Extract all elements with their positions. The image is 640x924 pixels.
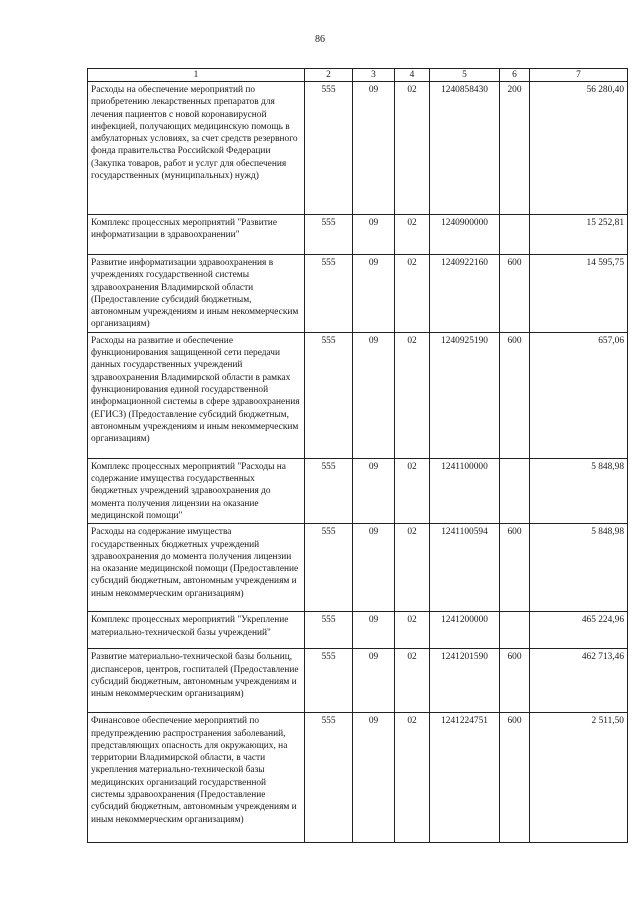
row-vr: 600 <box>500 332 530 458</box>
row-csr: 1241100000 <box>430 458 500 523</box>
row-ved: 555 <box>305 649 353 713</box>
column-header: 1 <box>88 69 305 82</box>
row-pr: 02 <box>395 458 430 523</box>
row-rz: 09 <box>353 612 395 649</box>
page-number: 86 <box>315 34 325 45</box>
row-csr: 1240925190 <box>430 332 500 458</box>
row-ved: 555 <box>305 332 353 458</box>
row-sum: 56 280,40 <box>530 82 628 215</box>
row-pr: 02 <box>395 649 430 713</box>
row-vr: 600 <box>500 713 530 843</box>
row-ved: 555 <box>305 612 353 649</box>
row-sum: 14 595,75 <box>530 255 628 333</box>
row-rz: 09 <box>353 332 395 458</box>
row-csr: 1240922160 <box>430 255 500 333</box>
row-pr: 02 <box>395 713 430 843</box>
row-csr: 1240858430 <box>430 82 500 215</box>
row-name: Комплекс процессных мероприятий "Укрепление материально-технической базы учреждений" <box>88 612 305 649</box>
row-pr: 02 <box>395 612 430 649</box>
row-vr <box>500 215 530 255</box>
row-csr: 1241100594 <box>430 524 500 612</box>
row-sum: 2 511,50 <box>530 713 628 843</box>
row-name: Комплекс процессных мероприятий "Расходы на содержание имущества государственных бюджетных учреждений здравоохранения до момента получения лицензии на оказание медицинской помощи" <box>88 458 305 523</box>
table-row <box>88 215 628 255</box>
row-rz: 09 <box>353 82 395 215</box>
row-pr: 02 <box>395 255 430 333</box>
row-sum: 465 224,96 <box>530 612 628 649</box>
row-name: Расходы на обеспечение мероприятий по приобретению лекарственных препаратов для лечения пациентов с новой коронавирусной инфекцией, получающих медицинскую помощь в амбулаторных условиях, за счет средств резервного фонда правительства Российской Федерации (Закупка товаров, работ и услуг для обеспечения государственных (муниципальных) нужд) <box>88 82 305 215</box>
budget-table <box>87 68 628 843</box>
row-sum: 657,06 <box>530 332 628 458</box>
row-rz: 09 <box>353 649 395 713</box>
row-name: Развитие информатизации здравоохранения в учреждениях государственной системы здравоохранения Владимирской области (Предоставление субсидий бюджетным, автономным учреждениям и иным некоммерческим организациям) <box>88 255 305 333</box>
row-vr: 600 <box>500 649 530 713</box>
table-row <box>88 458 628 523</box>
row-csr: 1241200000 <box>430 612 500 649</box>
row-pr: 02 <box>395 524 430 612</box>
row-vr: 600 <box>500 255 530 333</box>
table-row <box>88 649 628 713</box>
row-rz: 09 <box>353 458 395 523</box>
column-header: 3 <box>353 69 395 82</box>
row-rz: 09 <box>353 255 395 333</box>
row-vr: 200 <box>500 82 530 215</box>
row-csr: 1241224751 <box>430 713 500 843</box>
column-header: 2 <box>305 69 353 82</box>
row-sum: 5 848,98 <box>530 524 628 612</box>
row-vr <box>500 458 530 523</box>
column-header: 6 <box>500 69 530 82</box>
row-csr: 1240900000 <box>430 215 500 255</box>
table-row <box>88 612 628 649</box>
row-ved: 555 <box>305 255 353 333</box>
column-header: 5 <box>430 69 500 82</box>
row-ved: 555 <box>305 524 353 612</box>
row-rz: 09 <box>353 713 395 843</box>
row-sum: 462 713,46 <box>530 649 628 713</box>
table-row <box>88 255 628 333</box>
table-row <box>88 82 628 215</box>
row-pr: 02 <box>395 82 430 215</box>
column-header: 4 <box>395 69 430 82</box>
row-pr: 02 <box>395 332 430 458</box>
row-name: Финансовое обеспечение мероприятий по предупреждению распространения заболеваний, представляющих опасность для окружающих, на территории Владимирской области, в части укрепления материально-технической базы медицинских организаций государственной системы здравоохранения (Предоставление субсидий бюджетным, автономным учреждениям и иным некоммерческим организациям) <box>88 713 305 843</box>
row-ved: 555 <box>305 713 353 843</box>
table-row <box>88 713 628 843</box>
column-header: 7 <box>530 69 628 82</box>
header-row <box>88 69 628 82</box>
row-name: Расходы на развитие и обеспечение функционирования защищенной сети передачи данных государственных учреждений здравоохранения Владимирской области в рамках функционирования единой государственной информационной системы в сфере здравоохранения (ЕГИСЗ) (Предоставление субсидий бюджетным, автономным учреждениям и иным некоммерческим организациям) <box>88 332 305 458</box>
row-vr <box>500 612 530 649</box>
row-rz: 09 <box>353 524 395 612</box>
row-sum: 5 848,98 <box>530 458 628 523</box>
row-ved: 555 <box>305 458 353 523</box>
row-name: Расходы на содержание имущества государственных бюджетных учреждений здравоохранения до момента получения лицензии на оказание медицинской помощи (Предоставление субсидий бюджетным, автономным учреждениям и иным некоммерческим организациям) <box>88 524 305 612</box>
row-csr: 1241201590 <box>430 649 500 713</box>
table-row <box>88 524 628 612</box>
row-rz: 09 <box>353 215 395 255</box>
table-row <box>88 332 628 458</box>
row-pr: 02 <box>395 215 430 255</box>
row-name: Развитие материально-технической базы больниц, диспансеров, центров, госпиталей (Предоставление субсидий бюджетным, автономным учреждениям и иным некоммерческим организациям) <box>88 649 305 713</box>
row-vr: 600 <box>500 524 530 612</box>
row-ved: 555 <box>305 215 353 255</box>
row-ved: 555 <box>305 82 353 215</box>
row-sum: 15 252,81 <box>530 215 628 255</box>
row-name: Комплекс процессных мероприятий "Развитие информатизации в здравоохранении" <box>88 215 305 255</box>
